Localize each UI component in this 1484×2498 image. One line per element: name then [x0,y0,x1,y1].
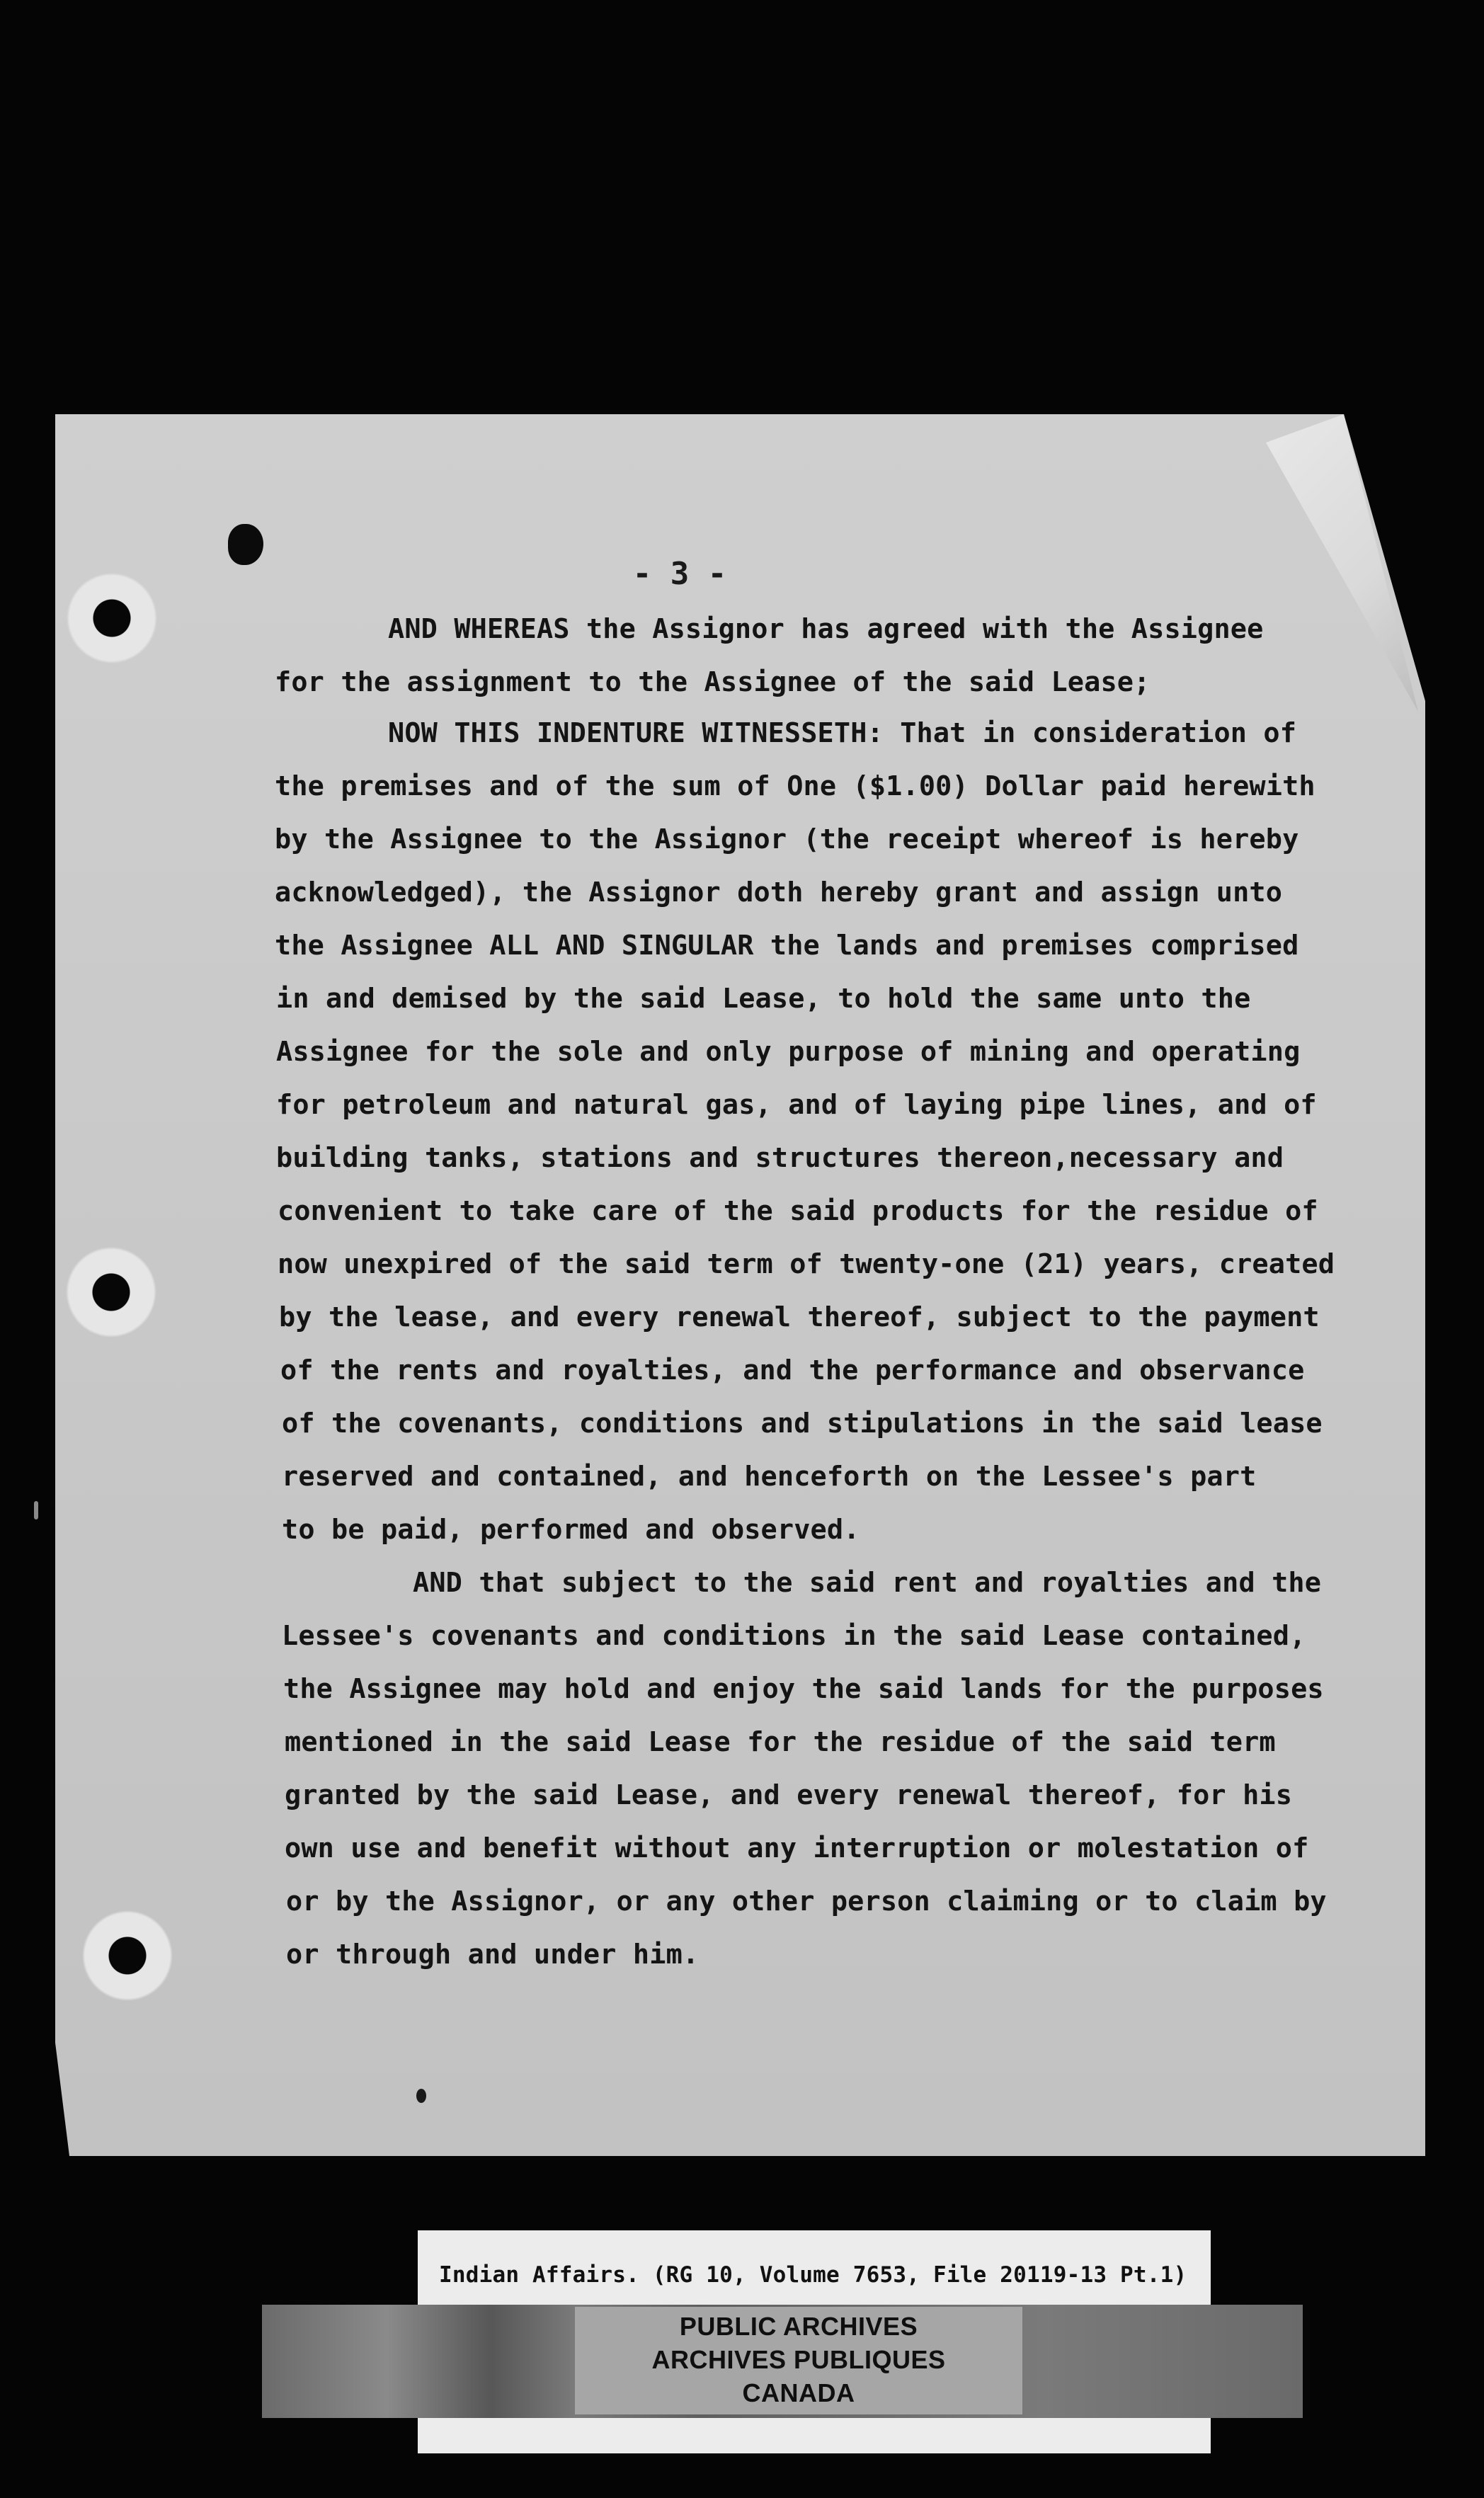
text-line: building tanks, stations and structures thereon,necessary and [276,1142,1284,1174]
stamp-line-1: PUBLIC ARCHIVES [679,2312,918,2341]
archive-reference: Indian Affairs. (RG 10, Volume 7653, File 20119-13 Pt.1) [439,2262,1187,2288]
text-line: NOW THIS INDENTURE WITNESSETH: That in consideration of [388,717,1297,749]
punch-hole-top [66,572,158,664]
text-line: AND WHEREAS the Assignor has agreed with the Assignee [388,613,1264,645]
text-line: or by the Assignor, or any other person claiming or to claim by [286,1886,1327,1917]
stamp-line-2: ARCHIVES PUBLIQUES [651,2345,946,2374]
text-line: granted by the said Lease, and every renewal thereof, for his [285,1779,1293,1811]
ink-speck [416,2089,426,2103]
punch-hole-bottom [81,1910,173,2002]
text-line: mentioned in the said Lease for the residue of the said term [285,1726,1276,1758]
text-line: by the lease, and every renewal thereof, subject to the payment [279,1301,1320,1333]
text-line: to be paid, performed and observed. [282,1514,860,1546]
text-line: by the Assignee to the Assignor (the receipt whereof is hereby [275,823,1299,855]
stamp-line-3: CANADA [742,2378,855,2407]
text-line: or through and under him. [286,1939,700,1971]
text-line: Lessee's covenants and conditions in the said Lease contained, [282,1620,1306,1652]
text-line: of the rents and royalties, and the performance and observance [280,1354,1305,1386]
text-line: convenient to take care of the said products for the residue of [278,1195,1318,1227]
text-line: of the covenants, conditions and stipulations in the said lease [282,1408,1323,1439]
page-number: - 3 - [632,556,727,592]
text-line: reserved and contained, and henceforth on the Lessee's part [282,1461,1257,1493]
text-line: now unexpired of the said term of twenty-one (21) years, created [278,1248,1335,1280]
text-line: AND that subject to the said rent and royalties and the [413,1567,1322,1599]
text-line: the Assignee ALL AND SINGULAR the lands and premises comprised [275,930,1299,962]
text-line: in and demised by the said Lease, to hold the same unto the [276,983,1251,1015]
text-line: the premises and of the sum of One ($1.00) Dollar paid herewith [275,770,1315,802]
text-line: own use and benefit without any interruption or molestation of [285,1832,1309,1864]
text-line: acknowledged), the Assignor doth hereby grant and assign unto [275,877,1283,908]
text-line: for the assignment to the Assignee of the said Lease; [275,666,1151,698]
text-line: Assignee for the sole and only purpose of mining and operating [276,1036,1301,1068]
punch-hole-middle [65,1246,157,1338]
text-line: the Assignee may hold and enjoy the said lands for the purposes [283,1673,1324,1705]
text-line: for petroleum and natural gas, and of laying pipe lines, and of [276,1089,1317,1121]
ink-speck [34,1501,38,1519]
